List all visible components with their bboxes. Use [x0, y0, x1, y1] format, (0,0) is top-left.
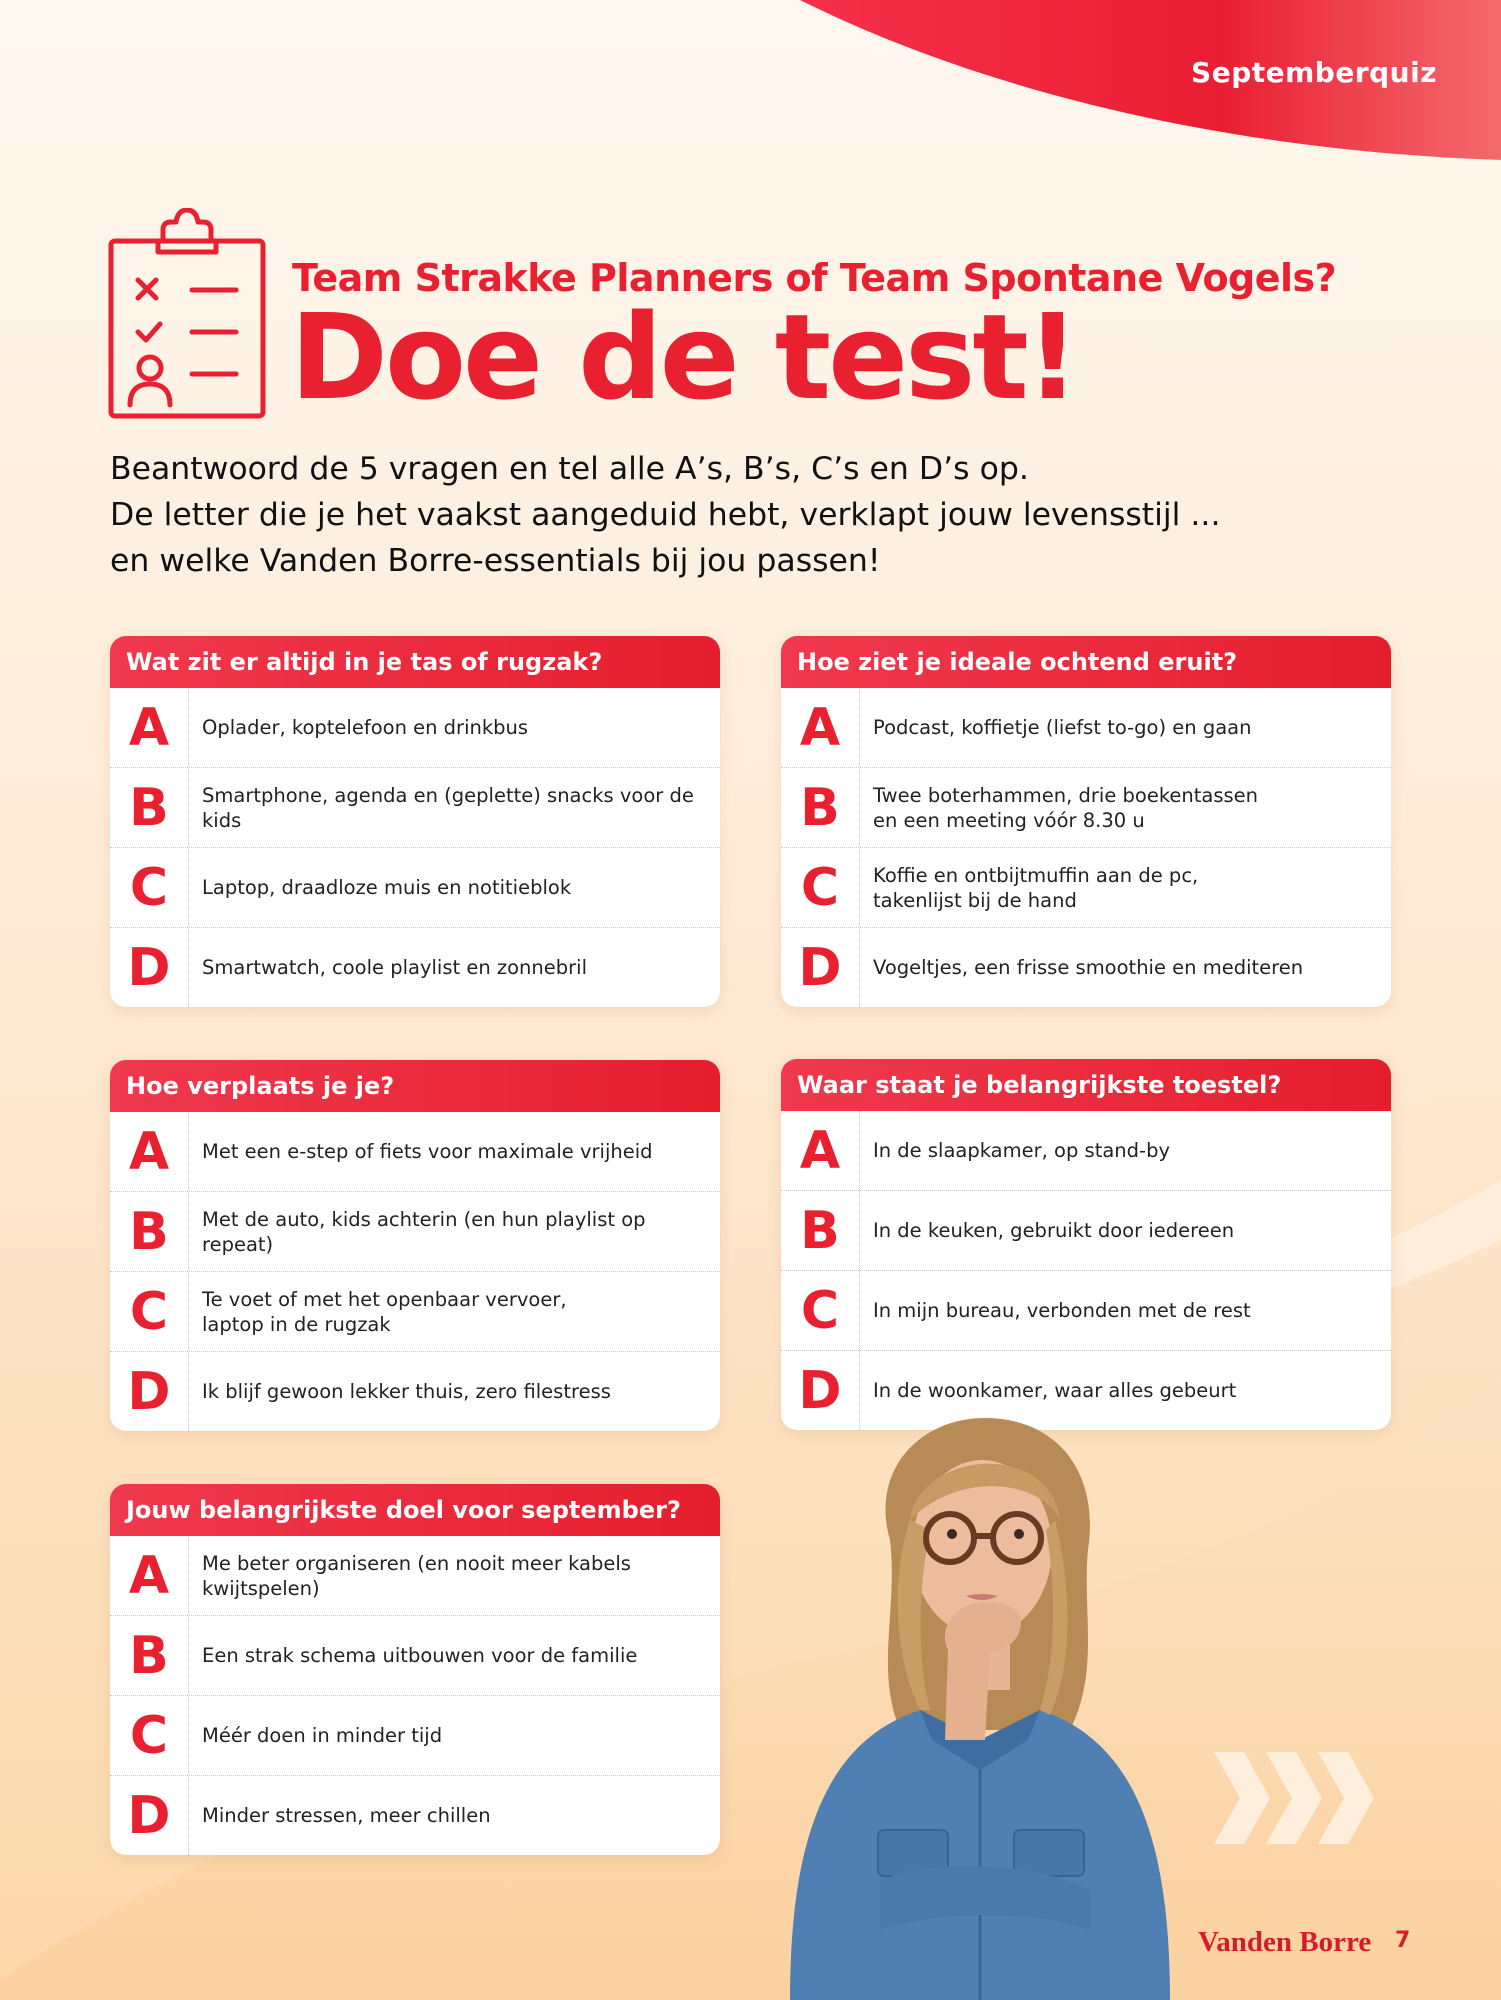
option-text: Laptop, draadloze muis en notitieblok [202, 876, 572, 899]
option-text: Oplader, koptelefoon en drinkbus [202, 716, 529, 739]
option-letter: D [110, 1776, 189, 1855]
brand-logo: Vanden Borre [1198, 1926, 1372, 1958]
intro-line-3: en welke Vanden Borre-essentials bij jou passen! [110, 543, 881, 579]
option-text: In mijn bureau, verbonden met de rest [873, 1299, 1251, 1322]
section-tag: Septemberquiz [1191, 56, 1437, 89]
thinking-woman-photo [770, 1410, 1190, 2000]
question-title: Hoe verplaats je je? [110, 1060, 720, 1112]
answer-option-b[interactable] [110, 1191, 720, 1271]
option-text: Ik blijf gewoon lekker thuis, zero filestress [202, 1380, 611, 1403]
question-card-3 [110, 1060, 720, 1431]
answer-option-c[interactable] [110, 1695, 720, 1775]
answer-option-b[interactable] [781, 1190, 1391, 1270]
option-text: Minder stressen, meer chillen [202, 1804, 491, 1827]
option-text: Met de auto, kids achterin (en hun playlist op repeat) [202, 1207, 646, 1256]
option-text: Me beter organiseren (en nooit meer kabels kwijtspelen) [202, 1551, 631, 1600]
option-text: Te voet of met het openbaar vervoer, laptop in de rugzak [202, 1287, 567, 1336]
option-letter: D [110, 1352, 189, 1431]
option-text: Met een e-step of fiets voor maximale vrijheid [202, 1140, 653, 1163]
option-letter: A [110, 1536, 189, 1615]
option-letter: D [781, 1351, 860, 1430]
option-text: Smartphone, agenda en (geplette) snacks voor de kids [202, 783, 694, 832]
option-letter: D [781, 928, 860, 1007]
question-card-5 [110, 1484, 720, 1855]
triple-chevron-right-icon [1214, 1752, 1374, 1844]
option-text: Twee boterhammen, drie boekentassen en een meeting vóór 8.30 u [873, 783, 1259, 832]
option-text: Méér doen in minder tijd [202, 1724, 443, 1747]
option-letter: C [781, 1271, 860, 1350]
option-letter: A [110, 1112, 189, 1191]
option-text: Smartwatch, coole playlist en zonnebril [202, 956, 587, 979]
option-letter: C [110, 1696, 189, 1775]
option-text: Podcast, koffietje (liefst to-go) en gaan [873, 716, 1252, 739]
option-text: Vogeltjes, een frisse smoothie en mediteren [873, 956, 1304, 979]
answer-option-a[interactable] [110, 688, 720, 767]
question-title: Waar staat je belangrijkste toestel? [781, 1059, 1391, 1111]
answer-option-c[interactable] [781, 1270, 1391, 1350]
option-letter: A [781, 1111, 860, 1190]
quiz-title: Doe de test! [290, 288, 1077, 426]
answer-option-a[interactable] [110, 1112, 720, 1191]
answer-option-b[interactable] [110, 767, 720, 847]
answer-option-a[interactable] [110, 1536, 720, 1615]
option-text: In de slaapkamer, op stand-by [873, 1139, 1170, 1162]
question-title: Jouw belangrijkste doel voor september? [110, 1484, 720, 1536]
question-title: Hoe ziet je ideale ochtend eruit? [781, 636, 1391, 688]
option-letter: B [110, 1192, 189, 1271]
intro-text [110, 446, 1220, 584]
option-letter: C [110, 1272, 189, 1351]
question-card-1 [110, 636, 720, 1007]
question-card-4 [781, 1059, 1391, 1430]
option-text: In de keuken, gebruikt door iedereen [873, 1219, 1235, 1242]
question-card-2 [781, 636, 1391, 1007]
intro-line-2: De letter die je het vaakst aangeduid hebt, verklapt jouw levensstijl ... [110, 497, 1221, 533]
option-letter: A [110, 688, 189, 767]
answer-option-a[interactable] [781, 1111, 1391, 1190]
answer-option-c[interactable] [110, 1271, 720, 1351]
option-text: In de woonkamer, waar alles gebeurt [873, 1379, 1237, 1402]
option-letter: C [110, 848, 189, 927]
answer-option-b[interactable] [110, 1615, 720, 1695]
page-number: 7 [1395, 1928, 1411, 1953]
option-letter: B [110, 768, 189, 847]
option-text: Een strak schema uitbouwen voor de familie [202, 1644, 638, 1667]
option-text: Koffie en ontbijtmuffin aan de pc, takenlijst bij de hand [873, 863, 1199, 912]
quiz-subtitle: Team Strakke Planners of Team Spontane Vogels? [292, 256, 1337, 300]
option-letter: D [110, 928, 189, 1007]
answer-option-d[interactable] [110, 1775, 720, 1855]
option-letter: B [110, 1616, 189, 1695]
option-letter: A [781, 688, 860, 767]
option-letter: C [781, 848, 860, 927]
answer-option-c[interactable] [781, 847, 1391, 927]
answer-option-a[interactable] [781, 688, 1391, 767]
answer-option-b[interactable] [781, 767, 1391, 847]
option-letter: B [781, 768, 860, 847]
clipboard-checklist-icon [108, 208, 266, 420]
intro-line-1: Beantwoord de 5 vragen en tel alle A’s, B’s, C’s en D’s op. [110, 451, 1029, 487]
answer-option-d[interactable] [110, 1351, 720, 1431]
option-letter: B [781, 1191, 860, 1270]
answer-option-c[interactable] [110, 847, 720, 927]
answer-option-d[interactable] [110, 927, 720, 1007]
question-title: Wat zit er altijd in je tas of rugzak? [110, 636, 720, 688]
answer-option-d[interactable] [781, 927, 1391, 1007]
